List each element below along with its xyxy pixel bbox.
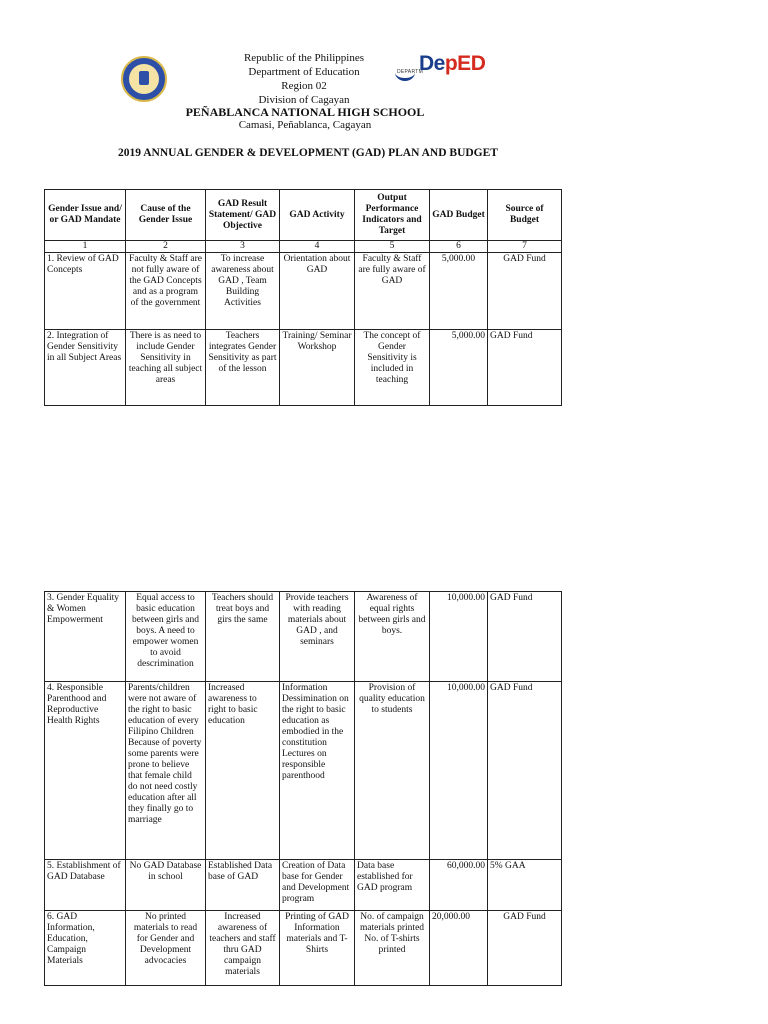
cell-issue: 6. GAD Information, Education, Campaign Materials	[45, 911, 126, 986]
cell-output: Awareness of equal rights between girls and boys.	[355, 592, 430, 682]
header-gad-budget: GAD Budget	[430, 190, 488, 241]
document-title: 2019 ANNUAL GENDER & DEVELOPMENT (GAD) PLAN AND BUDGET	[118, 147, 498, 159]
cell-budget: 20,000.00	[430, 911, 488, 986]
cell-output: Faculty & Staff are fully aware of GAD	[355, 253, 430, 330]
cell-issue: 5. Establishment of GAD Database	[45, 860, 126, 911]
cell-source: GAD Fund	[488, 682, 562, 860]
cell-activity: Training/ Seminar Workshop	[280, 330, 355, 406]
header-gad-activity: GAD Activity	[280, 190, 355, 241]
column-number: 6	[430, 241, 488, 253]
column-number: 1	[45, 241, 126, 253]
deped-logo-text: DepED	[419, 52, 486, 75]
cell-objective: Established Data base of GAD	[206, 860, 280, 911]
column-number: 4	[280, 241, 355, 253]
header-gender-issue: Gender Issue and/ or GAD Mandate	[45, 190, 126, 241]
column-number-row	[45, 241, 562, 253]
cell-output: Provision of quality education to students	[355, 682, 430, 860]
column-number: 2	[126, 241, 206, 253]
gad-plan-table-part-2	[44, 591, 562, 986]
header-source-of-budget: Source of Budget	[488, 190, 562, 241]
table-row	[45, 592, 562, 682]
cell-cause: No GAD Database in school	[126, 860, 206, 911]
cell-issue: 3. Gender Equality & Women Empowerment	[45, 592, 126, 682]
table-row	[45, 253, 562, 330]
division-line: Division of Cagayan	[258, 94, 350, 106]
cell-activity: Printing of GAD Information materials and T-Shirts	[280, 911, 355, 986]
republic-line: Republic of the Philippines	[243, 52, 365, 64]
cell-cause: No printed materials to read for Gender and Development advocacies	[126, 911, 206, 986]
deped-logo-small-text: DEPARTM	[397, 69, 424, 75]
cell-objective: Increased awareness of teachers and staff thru GAD campaign materials	[206, 911, 280, 986]
cell-activity: Information Dessimination on the right to basic education as embodied in the constitution Lectures on responsible parenthood	[280, 682, 355, 860]
cell-cause: Equal access to basic education between girls and boys. A need to empower women to avoid descrimination	[126, 592, 206, 682]
column-number: 3	[206, 241, 280, 253]
deped-logo	[395, 52, 495, 78]
header-cause: Cause of the Gender Issue	[126, 190, 206, 241]
cell-cause: Faculty & Staff are not fully aware of the GAD Concepts and as a program of the government	[126, 253, 206, 330]
cell-objective: To increase awareness about GAD , Team Building Activities	[206, 253, 280, 330]
gad-plan-table-part-1	[44, 189, 562, 406]
cell-budget: 60,000.00	[430, 860, 488, 911]
cell-objective: Teachers integrates Gender Sensitivity as part of the lesson	[206, 330, 280, 406]
cell-budget: 5,000.00	[430, 330, 488, 406]
cell-issue: 4. Responsible Parenthood and Reproductive Health Rights	[45, 682, 126, 860]
table-row	[45, 911, 562, 986]
cell-cause: There is as need to include Gender Sensitivity in teaching all subject areas	[126, 330, 206, 406]
cell-output: The concept of Gender Sensitivity is included in teaching	[355, 330, 430, 406]
table-row	[45, 682, 562, 860]
cell-activity: Orientation about GAD	[280, 253, 355, 330]
cell-issue: 1. Review of GAD Concepts	[45, 253, 126, 330]
school-address: Camasi, Peñablanca, Cagayan	[238, 119, 372, 131]
cell-activity: Creation of Data base for Gender and Development program	[280, 860, 355, 911]
cell-source: GAD Fund	[488, 911, 562, 986]
table-header-row	[45, 190, 562, 241]
cell-cause: Parents/children were not aware of the right to basic education of every Filipino Children Because of poverty some parents were prone to believe that female child do not need costly education after all they finally go to marriage	[126, 682, 206, 860]
cell-source: GAD Fund	[488, 592, 562, 682]
school-seal-logo	[121, 56, 167, 102]
cell-output: Data base established for GAD program	[355, 860, 430, 911]
table-row	[45, 860, 562, 911]
cell-source: GAD Fund	[488, 253, 562, 330]
cell-objective: Teachers should treat boys and girs the same	[206, 592, 280, 682]
cell-issue: 2. Integration of Gender Sensitivity in all Subject Areas	[45, 330, 126, 406]
cell-budget: 5,000.00	[430, 253, 488, 330]
table-row	[45, 330, 562, 406]
column-number: 5	[355, 241, 430, 253]
header-result-statement: GAD Result Statement/ GAD Objective	[206, 190, 280, 241]
cell-source: GAD Fund	[488, 330, 562, 406]
column-number: 7	[488, 241, 562, 253]
region-line: Region 02	[281, 80, 327, 92]
cell-output: No. of campaign materials printed No. of T-shirts printed	[355, 911, 430, 986]
cell-objective: Increased awareness to right to basic education	[206, 682, 280, 860]
cell-source: 5% GAA	[488, 860, 562, 911]
department-line: Department of Education	[248, 66, 360, 78]
school-name: PEÑABLANCA NATIONAL HIGH SCHOOL	[185, 105, 425, 119]
cell-budget: 10,000.00	[430, 682, 488, 860]
cell-activity: Provide teachers with reading materials about GAD , and seminars	[280, 592, 355, 682]
cell-budget: 10,000.00	[430, 592, 488, 682]
header-output-indicators: Output Performance Indicators and Target	[355, 190, 430, 241]
